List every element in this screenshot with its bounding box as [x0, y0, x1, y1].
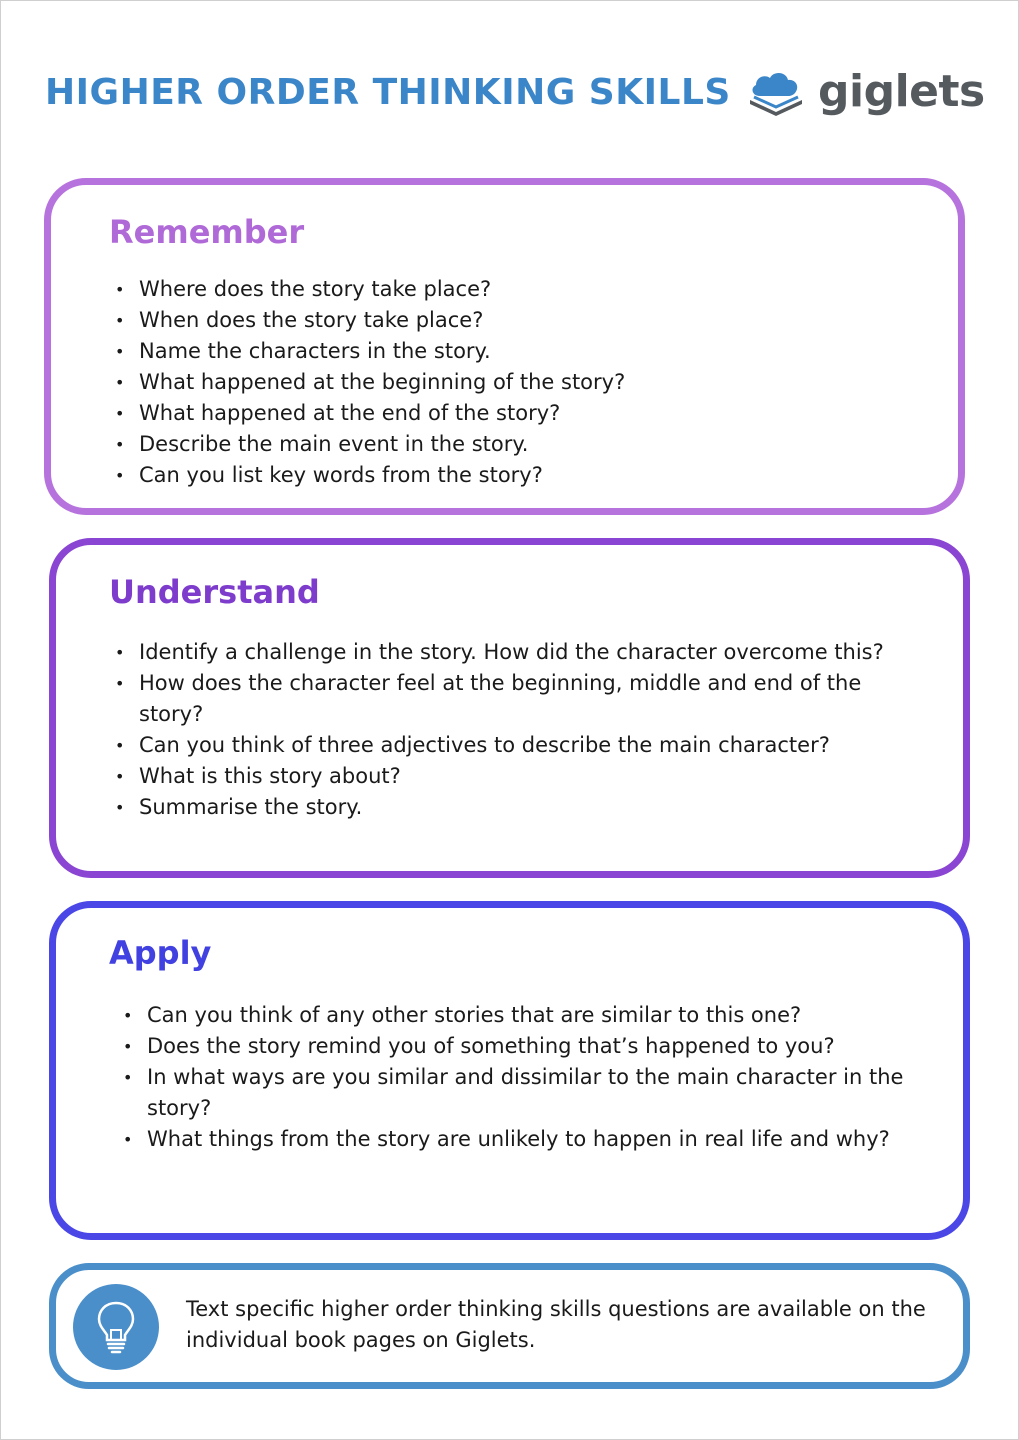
lightbulb-icon — [96, 1300, 136, 1354]
list-item: • What happened at the end of the story? — [115, 398, 935, 429]
giglets-logo — [746, 66, 985, 118]
list-item: • Name the characters in the story. — [115, 336, 935, 367]
list-item: • Can you think of three adjectives to describe the main character? — [115, 730, 915, 761]
list-item: • In what ways are you similar and dissimilar to the main character in the story? — [123, 1062, 913, 1124]
lightbulb-badge — [73, 1284, 159, 1370]
list-item: • Where does the story take place? — [115, 274, 935, 305]
list-item: • What things from the story are unlikely to happen in real life and why? — [123, 1124, 913, 1155]
section-heading: Understand — [109, 573, 320, 611]
apply-card — [49, 901, 970, 1240]
list-item: • Can you think of any other stories that are similar to this one? — [123, 1000, 913, 1031]
list-item: • How does the character feel at the beginning, middle and end of the story? — [115, 668, 915, 730]
remember-card — [44, 178, 965, 515]
list-item: • Does the story remind you of something that’s happened to you? — [123, 1031, 913, 1062]
list-item: • Summarise the story. — [115, 792, 915, 823]
section-heading: Remember — [109, 213, 305, 251]
list-item: • What happened at the beginning of the story? — [115, 367, 935, 398]
page-title: HIGHER ORDER THINKING SKILLS — [45, 72, 731, 113]
list-item: • Identify a challenge in the story. How did the character overcome this? — [115, 637, 915, 668]
list-item: • When does the story take place? — [115, 305, 935, 336]
tip-card — [49, 1263, 970, 1389]
list-item: • Can you list key words from the story? — [115, 460, 935, 491]
question-list — [115, 274, 935, 491]
list-item: • What is this story about? — [115, 761, 915, 792]
understand-card — [49, 538, 970, 878]
section-heading: Apply — [109, 934, 212, 972]
tip-text: Text specific higher order thinking skills questions are available on the individual book pages on Giglets. — [186, 1297, 926, 1352]
question-list — [115, 637, 915, 823]
list-item: • Describe the main event in the story. — [115, 429, 935, 460]
cloud-book-icon — [746, 66, 806, 118]
question-list — [123, 1000, 913, 1155]
logo-wordmark: giglets — [818, 66, 985, 117]
